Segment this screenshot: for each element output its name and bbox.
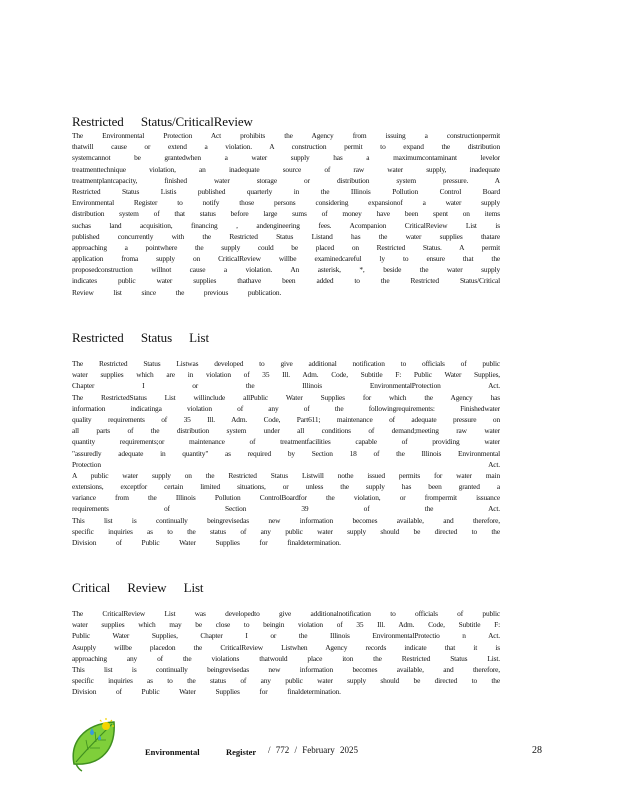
text-line: requirements of Section 39 of the Act. (72, 504, 500, 514)
text-line: information indicatinga violation of any of the followingrequirements: Finishedwater (72, 403, 500, 413)
section-body-critical-review-list (72, 608, 500, 698)
section-title-critical-review-list: Critical Review List (72, 580, 204, 595)
section-body-restricted-status-list (72, 358, 500, 548)
text-line: water supplies which are in violation of 35 Ill. Adm. Code, Subtitle F: Public Water Supplies, (72, 370, 500, 380)
text-line: indicates public water supplies thathave been added to the Restricted Status/Critical (72, 276, 500, 286)
footer-register: Register (226, 747, 257, 757)
environmental-register-logo (68, 714, 124, 772)
text-line: application froma supply on CriticalReview willbe examinedcareful ly to ensure that the (72, 254, 500, 264)
page-number: 28 (532, 745, 542, 756)
text-line: variance from the Illinois Pollution ControlBoardfor the violation, or frompermit issuance (72, 493, 500, 503)
text-line: Protection Act. (72, 459, 500, 469)
text-line: quality requirements of 35 Ill. Adm. Code, Part611; maintenance of adequate pressure on (72, 414, 500, 424)
section-title-restricted-status-list: Restricted Status List (72, 330, 210, 345)
text-line: specific inquiries as to the status of any public water supply should be directed to the (72, 676, 500, 686)
text-line: The CriticalReview List was developedto give additionalnotification to officials of public (72, 609, 500, 618)
text-line: water supplies which may be close to beingin violation of 35 Ill. Adm. Code, Subtitle F: (72, 620, 500, 630)
text-line: The Environmental Protection Act prohibits the Agency from issuing a constructionpermit (72, 131, 500, 140)
text-line: Review list since the previous publication. (72, 287, 282, 297)
text-line: approaching a pointwhere the supply could be placed on Restricted Status. A permit (72, 242, 500, 252)
text-line: Environmental Register to notify those persons considering expansionof a water supply (72, 198, 500, 208)
section-title-restricted-critical: Restricted Status/CriticalReview (72, 114, 253, 129)
footer-issue: / 772 / February 2025 (268, 745, 358, 755)
leaf-stem (76, 764, 82, 771)
footer-journal: Environmental (145, 747, 200, 757)
text-line: thatwill cause or extend a violation. A construction permit to expand the distribution (72, 142, 500, 152)
text-line: treatmentplantcapacity, finished water storage or distribution system pressure. A (72, 175, 500, 185)
section-body-restricted-critical (72, 130, 500, 298)
text-line: The RestrictedStatus List willinclude allPublic Water Supplies for which the Agency has (72, 392, 500, 402)
text-line: Division of Public Water Supplies for finaldetermination. (72, 687, 341, 697)
text-line: suchas land acquisition, financing , andengineering fees. Acompanion CriticalReview List is (72, 220, 500, 230)
text-line: This list is continually beingrevisedas new information becomes available, and therefore, (72, 515, 500, 525)
text-line: Division of Public Water Supplies for finaldetermination. (72, 538, 341, 547)
text-line: A public water supply on the Restricted Status Listwill nothe issued permits for water main (72, 470, 500, 480)
text-line: The Restricted Status Listwas developed to give additional notification to officials of public (72, 359, 500, 368)
text-line: treatmenttechnique violation, an inadequate source of raw water supply, inadequate (72, 164, 500, 174)
text-line: quantity requirements;or maintenance of treatmentfacilities capable of providing water (72, 437, 500, 447)
text-line: all parts of the distribution system under all conditions of demand;meeting raw water (72, 426, 500, 436)
text-line: Restricted Status Listis published quarterly in the Illinois Pollution Control Board (72, 186, 500, 196)
text-line: approaching any of the violations thatwould place iton the Restricted Status List. (72, 653, 500, 663)
text-line: extensions, exceptfor certain limited situations, or unless the supply has been granted a (72, 482, 500, 492)
text-line: specific inquiries as to the status of any public water supply should be directed to the (72, 526, 500, 536)
text-line: distribution system of that status before large sums of money have been spent on items (72, 209, 500, 219)
text-line: Public Water Supplies, Chapter I or the Illinois EnvironmentalProtectio n Act. (72, 631, 500, 641)
text-line: proposedconstruction willnot cause a violation. An asterisk, *, beside the water supply (72, 265, 500, 275)
text-line: "assuredly adequate in quantity" as required by Section 18 of the Illinois Environmental (72, 448, 500, 458)
text-line: published concurrently with the Restricted Status Listand has the water supplies thatare (72, 231, 500, 241)
text-line: systemcannot be grantedwhen a water supply has a maximumcontaminant levelor (72, 153, 500, 163)
text-line: This list is continually beingrevisedas new information becomes available, and therefore, (72, 664, 500, 674)
text-line: Asupply willbe placedon the CriticalReview Listwhen Agency records indicate that it is (72, 642, 500, 652)
text-line: Chapter I or the Illinois EnvironmentalProtection Act. (72, 381, 500, 391)
